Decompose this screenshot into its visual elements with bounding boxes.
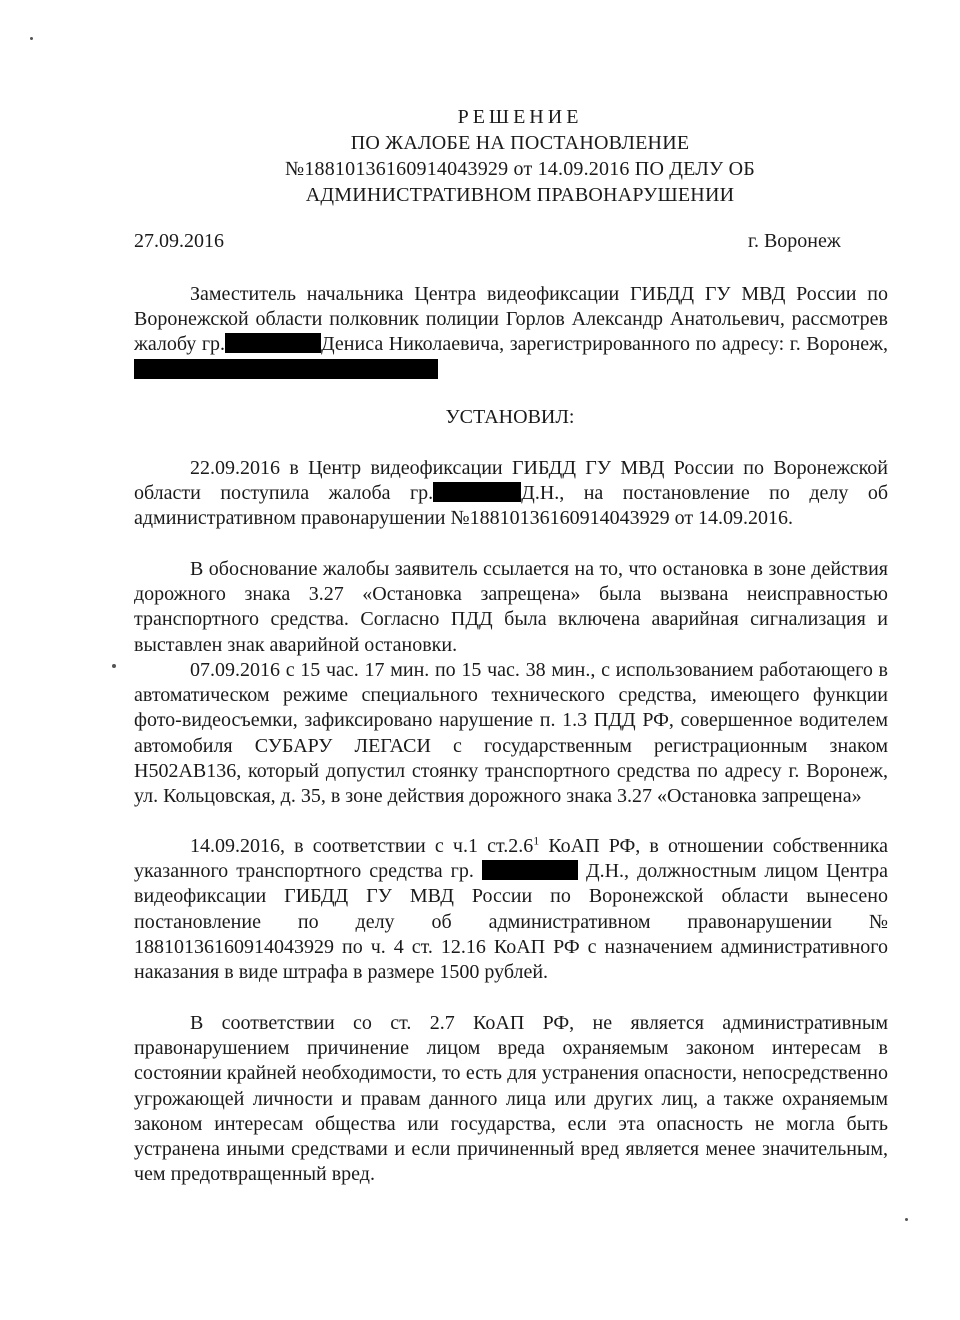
paragraph-text: В обоснование жалобы заявитель ссылается на то, что остановка в зоне действия дорожного знака 3.27 «Остановка запрещена» была вызвана неисправностью транспортного средства. Согласно ПДД была включена аварийная сигнализация и выставлен знак аварийной остановки. bbox=[134, 558, 888, 656]
document-date: 27.09.2016 bbox=[134, 230, 224, 252]
redaction-bar bbox=[134, 359, 438, 379]
redaction-bar bbox=[433, 482, 521, 502]
paragraph-text: В соответствии со ст. 2.7 КоАП РФ, не является административным правонарушением причинение лицом вреда охраняемым законом интересам в состоянии крайней необходимости, то есть для устранения опасности, непосредственно угрожающей личности и правам данного лица или других лиц, а также охраняемым законом интересам общества или государства, если эта опасность не могла быть устранена иными средствами и если причиненный вред является менее значительным, чем предотвращенный вред. bbox=[134, 1012, 888, 1186]
intro-text: Дениса Николаевича, зарегистрированного по адресу: г. Воронеж, bbox=[321, 333, 888, 356]
superscript: 1 bbox=[533, 833, 540, 848]
paragraph bbox=[134, 658, 888, 809]
redaction-bar bbox=[482, 860, 578, 880]
paragraph bbox=[134, 834, 888, 985]
section-heading: УСТАНОВИЛ: bbox=[445, 406, 575, 428]
paragraph-text: 07.09.2016 с 15 час. 17 мин. по 15 час. 38 мин., с использованием работающего в автоматическом режиме специального технического средства, имеющего функции фото-видеосъемки, зафиксировано нарушение п. 1.3 ПДД РФ, совершенное водителем автомобиля СУБАРУ ЛЕГАСИ с государственным регистрационным знаком Н502АВ136, который допустил стоянку транспортного средства по адресу г. Воронеж, ул. Кольцовская, д. 35, в зоне действия дорожного знака 3.27 «Остановка запрещена» bbox=[134, 659, 888, 808]
paragraph-text: 22.09.2016 в Центр видеофиксации ГИБДД ГУ МВД России по Воронежской области поступила жалоба гр. bbox=[134, 457, 888, 505]
title-line: №18810136160914043929 от 14.09.2016 ПО ДЕЛУ ОБ bbox=[285, 158, 755, 180]
document-title bbox=[0, 104, 960, 208]
scan-speck bbox=[905, 1218, 908, 1221]
title-line: ПО ЖАЛОБЕ НА ПОСТАНОВЛЕНИЕ bbox=[350, 132, 690, 154]
redaction-bar bbox=[225, 333, 321, 353]
scan-speck bbox=[30, 37, 33, 40]
scan-speck bbox=[112, 664, 116, 668]
paragraph bbox=[134, 557, 888, 658]
paragraph bbox=[134, 1011, 888, 1187]
intro-text: Заместитель начальника Центра видеофиксации ГИБДД ГУ МВД России по Воронежской области полковник полиции Горлов Александр Анатольевич, рассмотрев жалобу гр. bbox=[134, 283, 888, 356]
paragraph bbox=[134, 456, 888, 532]
paragraph-text: КоАП РФ, в отношении собственника указанного транспортного средства гр. bbox=[134, 835, 888, 883]
document-city: г. Воронеж bbox=[748, 230, 841, 252]
paragraph-text: 14.09.2016, в соответствии с ч.1 ст.2.6 bbox=[190, 835, 534, 857]
paragraph-text: Д.Н., на постановление по делу об административном правонарушении №18810136160914043929 от 14.09.2016. bbox=[134, 482, 889, 530]
title-line: АДМИНИСТРАТИВНОМ ПРАВОНАРУШЕНИИ bbox=[305, 184, 735, 206]
paragraph-text: Д.Н., должностным лицом Центра видеофиксации ГИБДД ГУ МВД России по Воронежской области вынесено постановление по делу об административном правонарушении № 18810136160914043929 по ч. 4 ст. 12.16 КоАП РФ с назначением административного наказания в виде штрафа в размере 1500 рублей. bbox=[134, 860, 889, 984]
intro-paragraph bbox=[134, 282, 888, 383]
title-line: РЕШЕНИЕ bbox=[457, 106, 583, 128]
